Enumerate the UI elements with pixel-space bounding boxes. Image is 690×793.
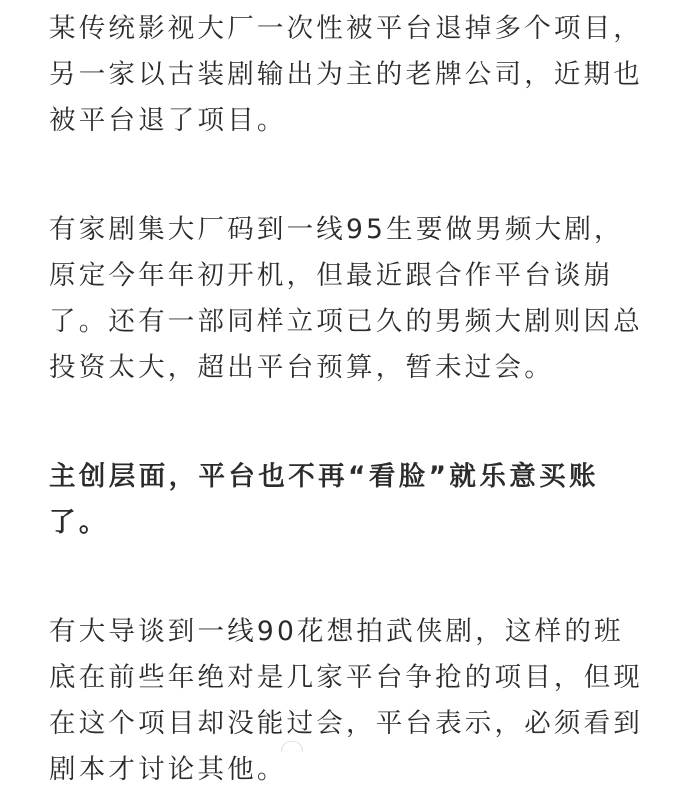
text-line: 有大导谈到一线90花想拍武侠剧，这样的班 (49, 616, 624, 647)
text-line: 剧本才讨论其他。 (49, 754, 287, 785)
text-line: 了。还有一部同样立项已久的男频大剧则因总 (49, 306, 643, 337)
paragraph-2 (49, 207, 690, 391)
paragraph-3-emphasis (49, 454, 690, 546)
text-line: 有家剧集大厂码到一线95生要做男频大剧， (49, 214, 624, 245)
paragraph-4 (49, 609, 690, 793)
paragraph-gap (49, 144, 690, 207)
text-line: 投资太大，超出平台预算，暂未过会。 (49, 352, 554, 383)
text-line: 某传统影视大厂一次性被平台退掉多个项目， (49, 13, 643, 44)
paragraph-gap (49, 546, 690, 609)
text-line: 另一家以古装剧输出为主的老牌公司，近期也 (49, 59, 643, 90)
paragraph-gap (49, 391, 690, 454)
text-line: 被平台退了项目。 (49, 105, 287, 136)
paragraph-1 (49, 6, 690, 144)
text-line: 在这个项目却没能过会，平台表示，必须看到 (49, 708, 643, 739)
text-line: 主创层面，平台也不再“看脸”就乐意买账 (49, 461, 599, 492)
scroll-indicator-icon (281, 741, 303, 752)
text-line: 底在前些年绝对是几家平台争抢的项目，但现 (49, 662, 643, 693)
text-line: 原定今年年初开机，但最近跟合作平台谈崩 (49, 260, 614, 291)
text-line: 了。 (49, 507, 109, 538)
